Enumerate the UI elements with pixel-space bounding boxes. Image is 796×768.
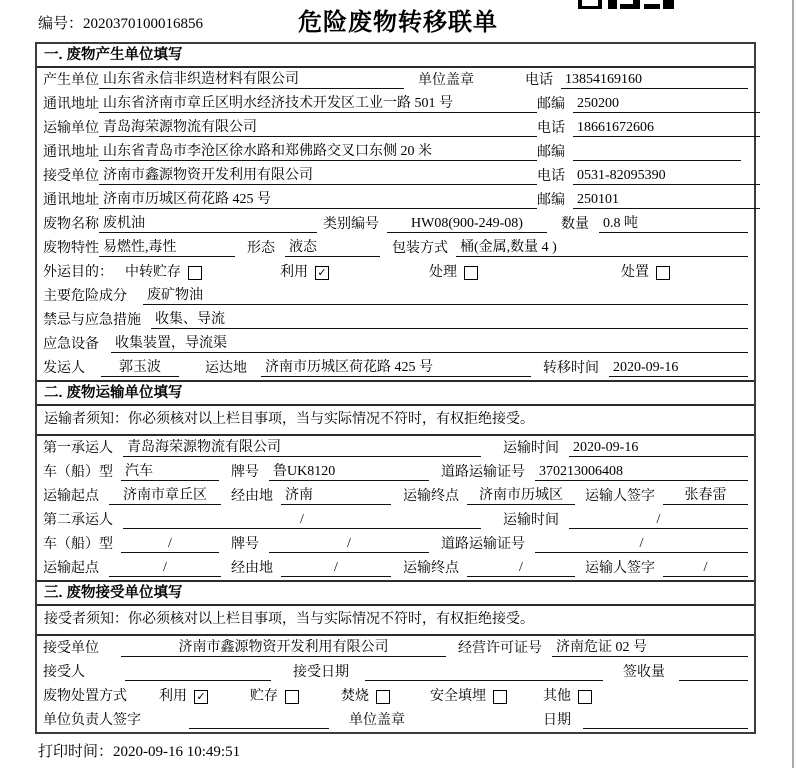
plate1-value: 鲁UK8120 [269,463,429,481]
first-carrier-value: 青岛海荣源物流有限公司 [123,439,481,457]
serial-label: 编号： [38,16,84,32]
waste-code-value: HW08(900-249-08) [387,215,547,233]
endpoint1-value: 济南市历城区 [467,487,575,505]
receiver-address-label: 通讯地址 [43,193,99,208]
origin1-label: 运输起点 [43,489,99,504]
carrier-sign1-value: 张春雷 [663,487,748,505]
waste-name-row [37,212,754,236]
hazard-component-value: 废矿物油 [143,287,748,305]
transporter-address-label: 通讯地址 [43,145,99,160]
waste-property-label: 废物特性 [43,241,99,256]
vehicle-type1-label: 车（船）型 [43,465,113,480]
producer-address-row [37,92,754,116]
vehicle1-row [37,460,754,484]
carrier-sign2-value: / [663,559,748,577]
waste-form-label: 形态 [247,241,275,256]
disposal-landfill-label: 安全填埋 [430,689,486,704]
second-carrier-row [37,508,754,532]
transporter-notice: 运输者须知：你必须核对以上栏目事项，当与实际情况不符时，有权拒绝接受。 [37,406,754,436]
section3-heading: 三. 废物接受单位填写 [37,580,754,606]
transporter-address-value: 山东省青岛市李沧区徐水路和郑佛路交叉口东侧 20 米 [99,143,537,161]
carrier-sign2-label: 运输人签字 [585,561,655,576]
serial-number: 2020370100016856 [83,16,204,32]
via1-value: 济南 [281,487,391,505]
accept-unit-row [37,636,754,660]
sender-label: 发运人 [43,361,85,376]
transfer-time-value: 2020-09-16 [609,359,748,377]
disposal-method-label: 废物处置方式 [43,689,127,704]
route1-row [37,484,754,508]
disposal-landfill-checkbox [493,690,507,704]
receiver-notice: 接受者须知：你必须核对以上栏目事项，当与实际情况不符时，有权拒绝接受。 [37,606,754,636]
transporter-unit-row [37,116,754,140]
receiver-address-row [37,188,754,212]
date-label: 日期 [543,713,571,728]
origin1-value: 济南市章丘区 [109,487,221,505]
disposal-incinerate-checkbox [376,690,390,704]
producer-address-label: 通讯地址 [43,97,99,112]
disposal-store-label: 贮存 [250,689,278,704]
plate2-label: 牌号 [231,537,259,552]
transporter-phone-value: 18661672606 [573,119,760,137]
operating-license-value: 济南危证 02 号 [552,639,748,657]
vehicle-type2-value: / [121,535,219,553]
purpose-dispose-label: 处置 [621,265,649,280]
unit-seal-label: 单位盖章 [418,73,474,88]
via1-label: 经由地 [231,489,273,504]
first-carrier-label: 第一承运人 [43,441,113,456]
section1-heading: 一. 废物产生单位填写 [37,44,754,68]
vehicle2-row [37,532,754,556]
disposal-incinerate-label: 焚烧 [341,689,369,704]
purpose-option-treat [429,264,478,281]
origin2-value: / [109,559,221,577]
taboo-measures-label: 禁忌与应急措施 [43,313,141,328]
producer-unit-label: 产生单位 [43,73,99,88]
receiver-address-value: 济南市历城区荷花路 425 号 [99,191,537,209]
first-carrier-row [37,436,754,460]
endpoint1-label: 运输终点 [403,489,459,504]
signed-quantity-label: 签收量 [623,665,665,680]
receiver-unit-row [37,164,754,188]
road-license1-label: 道路运输证号 [441,465,525,480]
purpose-treat-checkbox [464,266,478,280]
transfer-purpose-label: 外运目的： [43,265,113,280]
section2-heading: 二. 废物运输单位填写 [37,380,754,406]
emergency-equipment-value: 收集装置，导流渠 [111,335,748,353]
manifest-table [35,42,756,734]
acceptor-row [37,660,754,684]
waste-name-value: 废机油 [99,215,317,233]
print-time-line [38,740,796,761]
producer-phone-value: 13854169160 [561,71,748,89]
taboo-measures-row [37,308,754,332]
road-license2-value: / [535,535,748,553]
carrier-sign1-label: 运输人签字 [585,489,655,504]
via2-label: 经由地 [231,561,273,576]
waste-qty-label: 数量 [561,217,589,232]
signed-quantity-value [679,680,748,681]
disposal-other-checkbox [578,690,592,704]
producer-phone-label: 电话 [525,73,553,88]
transporter-zip-label: 邮编 [537,145,565,160]
accept-unit-value: 济南市鑫源物资开发利用有限公司 [121,639,446,657]
unit-seal-bottom-label: 单位盖章 [349,713,405,728]
receiver-unit-label: 接受单位 [43,169,99,184]
producer-unit-value: 山东省永信非织造材料有限公司 [99,71,404,89]
page-right-edge [792,0,794,768]
purpose-option-dispose [621,264,670,281]
transfer-purpose-row [37,260,754,284]
waste-code-label: 类别编号 [323,217,379,232]
print-time-label: 打印时间： [38,744,114,760]
transfer-time-label: 转移时间 [543,361,599,376]
purpose-option-storage [125,264,202,281]
road-license2-label: 道路运输证号 [441,537,525,552]
waste-form-value: 液态 [285,239,380,257]
qr-finder-block [578,0,602,9]
waste-property-row [37,236,754,260]
disposal-other-label: 其他 [543,689,571,704]
transporter-unit-value: 青岛海荣源物流有限公司 [99,119,537,137]
endpoint2-label: 运输终点 [403,561,459,576]
purpose-storage-checkbox [188,266,202,280]
producer-zip-label: 邮编 [537,97,565,112]
road-license1-value: 370213006408 [535,463,748,481]
operating-license-label: 经营许可证号 [458,641,542,656]
page-title: 危险废物转移联单 [298,9,498,36]
receiver-phone-label: 电话 [537,169,565,184]
transport-time1-value: 2020-09-16 [569,439,748,457]
vehicle-type1-value: 汽车 [121,463,219,481]
responsible-signature-row [37,708,754,732]
endpoint2-value: / [467,559,575,577]
transport-time1-label: 运输时间 [503,441,559,456]
qr-code-remnant-icon [578,0,674,9]
receiver-unit-value: 济南市鑫源物资开发利用有限公司 [99,167,537,185]
transport-time2-value: / [569,511,748,529]
disposal-use-label: 利用 [159,689,187,704]
route2-row [37,556,754,580]
emergency-equipment-row [37,332,754,356]
receiver-zip-label: 邮编 [537,193,565,208]
plate1-label: 牌号 [231,465,259,480]
transport-time2-label: 运输时间 [503,513,559,528]
accept-date-label: 接受日期 [293,665,349,680]
destination-value: 济南市历城区荷花路 425 号 [261,359,531,377]
disposal-use-checkbox: ✓ [194,690,208,704]
plate2-value: / [269,535,429,553]
destination-label: 运达地 [205,361,247,376]
accept-unit-label: 接受单位 [43,641,99,656]
hazard-component-label: 主要危险成分 [43,289,127,304]
document-header [0,0,796,42]
hazard-component-row [37,284,754,308]
vehicle-type2-label: 车（船）型 [43,537,113,552]
disposal-option-incinerate [341,688,390,705]
disposal-method-row [37,684,754,708]
acceptor-label: 接受人 [43,665,85,680]
transporter-phone-label: 电话 [537,121,565,136]
transporter-address-row [37,140,754,164]
disposal-option-other [543,688,592,705]
sender-row [37,356,754,380]
date-value [583,728,748,729]
taboo-measures-value: 收集、导流 [151,311,748,329]
via2-value: / [281,559,391,577]
responsible-signature-value [189,728,329,729]
purpose-use-checkbox: ✓ [315,266,329,280]
transporter-unit-label: 运输单位 [43,121,99,136]
receiver-phone-value: 0531-82095390 [573,167,760,185]
purpose-storage-label: 中转贮存 [125,265,181,280]
disposal-option-store [250,688,299,705]
producer-unit-row [37,68,754,92]
purpose-treat-label: 处理 [429,265,457,280]
acceptor-value [125,680,271,681]
second-carrier-value: / [123,511,481,529]
packing-value: 桶(金属,数量 4 ) [456,239,748,257]
producer-zip-value: 250200 [573,95,760,113]
second-carrier-label: 第二承运人 [43,513,113,528]
disposal-option-use [159,688,208,705]
waste-name-label: 废物名称 [43,217,99,232]
disposal-option-landfill [430,688,507,705]
transporter-zip-value [573,160,741,161]
accept-date-value [365,680,603,681]
waste-property-value: 易燃性,毒性 [99,239,235,257]
emergency-equipment-label: 应急设备 [43,337,99,352]
purpose-dispose-checkbox [656,266,670,280]
producer-address-value: 山东省济南市章丘区明水经济技术开发区工业一路 501 号 [99,95,537,113]
sender-value: 郭玉波 [101,359,179,377]
responsible-signature-label: 单位负责人签字 [43,713,141,728]
print-time-value: 2020-09-16 10:49:51 [113,744,241,760]
waste-qty-value: 0.8 吨 [599,215,748,233]
purpose-use-label: 利用 [280,265,308,280]
origin2-label: 运输起点 [43,561,99,576]
disposal-store-checkbox [285,690,299,704]
packing-label: 包装方式 [392,241,448,256]
purpose-option-use [280,264,329,281]
receiver-zip-value: 250101 [573,191,760,209]
